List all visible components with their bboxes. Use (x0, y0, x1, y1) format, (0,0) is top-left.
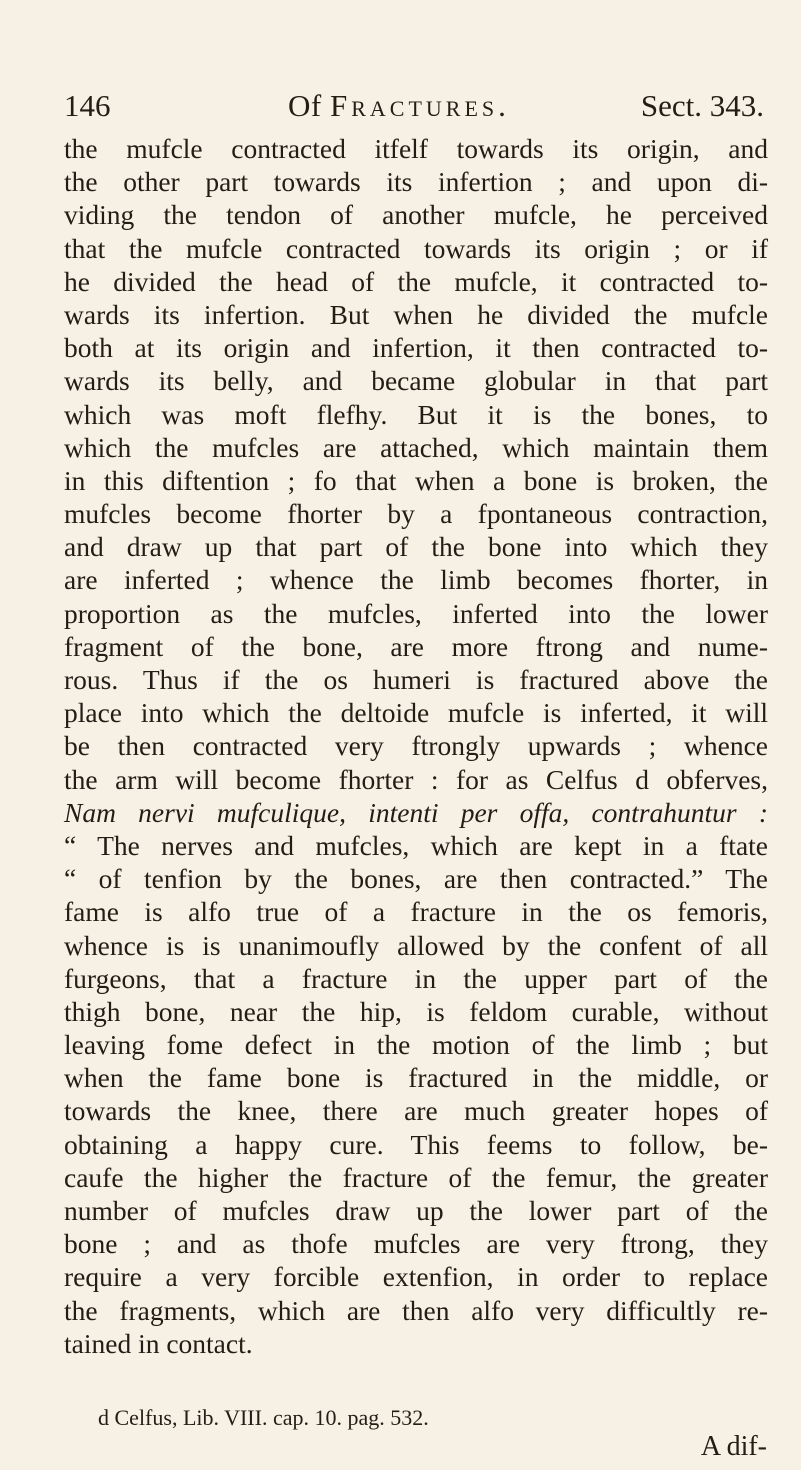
text-line: number of mufcles draw up the lower part of the (64, 1195, 768, 1226)
text-line: fragment of the bone, are more ftrong and nume- (64, 630, 768, 662)
text-line: proportion as the mufcles, inferted into the lower (64, 597, 768, 629)
text-line: “ The nerves and mufcles, which are kept in a ftate (64, 829, 768, 861)
text-line: whence is is unanimoufly allowed by the confent of all (64, 929, 768, 961)
text-line: furgeons, that a fracture in the upper part of the (64, 962, 768, 994)
text-line: that the mufcle contracted towards its origin ; or if (64, 232, 768, 264)
body-text (64, 132, 768, 1360)
text-line: which was moft flefhy. But it is the bones, to (64, 398, 768, 430)
page-header (64, 88, 764, 132)
text-line: which the mufcles are attached, which maintain them (64, 431, 768, 463)
text-line: wards its infertion. But when he divided the mufcle (64, 298, 768, 330)
footnote: d Celfus, Lib. VIII. cap. 10. pag. 532. (98, 1405, 429, 1430)
text-line: require a very forcible extenfion, in order to replace (64, 1261, 768, 1293)
text-line: leaving fome defect in the motion of the limb ; but (64, 1029, 768, 1061)
text-line: “ of tenfion by the bones, are then contracted.” The (64, 863, 768, 895)
text-line: bone ; and as thofe mufcles are very ftrong, they (64, 1228, 768, 1260)
text-line: both at its origin and infertion, it then contracted to- (64, 332, 768, 364)
text-line: place into which the deltoide mufcle is inferted, it will (64, 697, 768, 729)
text-line: towards the knee, there are much greater hopes of (64, 1095, 768, 1127)
text-line: Nam nervi mufculique, intenti per offa, contrahuntur : (64, 796, 768, 828)
text-line: in this diftention ; fo that when a bone is broken, the (64, 464, 768, 496)
running-title-main: Fractures. (329, 88, 510, 123)
text-line: tained in contact. (64, 1327, 253, 1359)
running-title (288, 88, 510, 124)
text-line: the arm will become fhorter : for as Celfus d obferves, (64, 763, 768, 795)
text-line: when the fame bone is fractured in the middle, or (64, 1062, 768, 1094)
text-line: fame is alfo true of a fracture in the os femoris, (64, 896, 768, 928)
text-line: obtaining a happy cure. This feems to follow, be- (64, 1128, 768, 1160)
text-line: mufcles become fhorter by a fpontaneous contraction, (64, 498, 768, 530)
text-line: the other part towards its infertion ; and upon di- (64, 166, 768, 198)
text-line: thigh bone, near the hip, is feldom curable, without (64, 995, 768, 1027)
catchword: A dif- (700, 1431, 767, 1462)
text-line: he divided the head of the mufcle, it contracted to- (64, 265, 768, 297)
page-number: 146 (64, 88, 111, 123)
text-line: be then contracted very ftrongly upwards ; whence (64, 730, 768, 762)
running-title-prefix: Of (288, 88, 322, 123)
text-line: caufe the higher the fracture of the femur, the greater (64, 1161, 768, 1193)
text-line: viding the tendon of another mufcle, he perceived (64, 199, 768, 231)
text-line: wards its belly, and became globular in that part (64, 365, 768, 397)
section-number: Sect. 343. (640, 88, 764, 123)
text-line: rous. Thus if the os humeri is fractured above the (64, 664, 768, 695)
text-line: the fragments, which are then alfo very difficultly re- (64, 1294, 768, 1326)
text-line: and draw up that part of the bone into which they (64, 531, 768, 563)
text-line: are inferted ; whence the limb becomes fhorter, in (64, 564, 768, 596)
text-line: the mufcle contracted itfelf towards its origin, and (64, 133, 768, 164)
